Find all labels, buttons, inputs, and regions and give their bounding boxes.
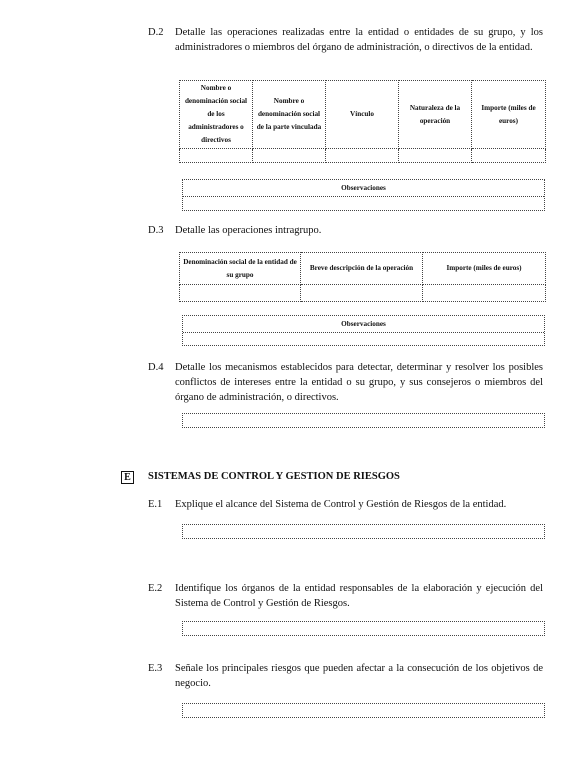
e2-answer-box[interactable] xyxy=(182,621,545,636)
d3-header-importe: Importe (miles de euros) xyxy=(423,253,546,285)
d2-observaciones-box xyxy=(182,179,545,211)
d4-answer-box[interactable] xyxy=(182,413,545,428)
section-e-title: SISTEMAS DE CONTROL Y GESTION DE RIESGOS xyxy=(148,471,400,482)
d3-header-descripcion: Breve descripción de la operación xyxy=(301,253,423,285)
e3-text: Señale los principales riesgos que pueden afectar a la consecución de los objetivos de negocio. xyxy=(175,663,543,689)
d2-header-administradores: Nombre o denominación social de los administradores o directivos xyxy=(180,81,253,149)
d3-cell[interactable] xyxy=(423,285,546,302)
d3-table xyxy=(179,252,546,302)
d3-observaciones-label: Observaciones xyxy=(183,316,544,333)
d2-observaciones-label: Observaciones xyxy=(183,180,544,197)
section-e-letter: E xyxy=(121,471,134,484)
d2-observaciones-field[interactable] xyxy=(183,197,544,211)
d3-observaciones-field[interactable] xyxy=(183,333,544,346)
d2-cell[interactable] xyxy=(472,149,546,163)
e2-number: E.2 xyxy=(148,583,163,594)
e1-text: Explique el alcance del Sistema de Control y Gestión de Riesgos de la entidad. xyxy=(175,499,507,510)
d2-text: Detalle las operaciones realizadas entre la entidad o entidades de su grupo, y los administradores o miembros del órgano de administración, o directivos de la entidad. xyxy=(175,27,543,53)
d3-observaciones-box xyxy=(182,315,545,346)
d2-table xyxy=(179,80,546,163)
d2-cell[interactable] xyxy=(180,149,253,163)
d2-header-importe: Importe (miles de euros) xyxy=(472,81,546,149)
d2-header-naturaleza: Naturaleza de la operación xyxy=(399,81,472,149)
d3-cell[interactable] xyxy=(180,285,301,302)
e2-text: Identifique los órganos de la entidad responsables de la elaboración y ejecución del Sistema de Control y Gestión de Riesgos. xyxy=(175,583,543,609)
d3-header-entidad: Denominación social de la entidad de su grupo xyxy=(180,253,301,285)
e1-answer-box[interactable] xyxy=(182,524,545,539)
d2-cell[interactable] xyxy=(326,149,399,163)
d2-number: D.2 xyxy=(148,27,164,38)
d3-number: D.3 xyxy=(148,225,164,236)
d3-text: Detalle las operaciones intragrupo. xyxy=(175,225,322,236)
e3-number: E.3 xyxy=(148,663,163,674)
e1-number: E.1 xyxy=(148,499,163,510)
d2-cell[interactable] xyxy=(399,149,472,163)
d2-cell[interactable] xyxy=(253,149,326,163)
e3-answer-box[interactable] xyxy=(182,703,545,718)
d2-header-parte-vinculada: Nombre o denominación social de la parte vinculada xyxy=(253,81,326,149)
d4-number: D.4 xyxy=(148,362,164,373)
d3-cell[interactable] xyxy=(301,285,423,302)
d4-text: Detalle los mecanismos establecidos para detectar, determinar y resolver los posibles conflictos de intereses entre la entidad o su grupo, y sus consejeros o miembros del órgano de administración, o directivos. xyxy=(175,362,543,403)
d2-header-vinculo: Vínculo xyxy=(326,81,399,149)
